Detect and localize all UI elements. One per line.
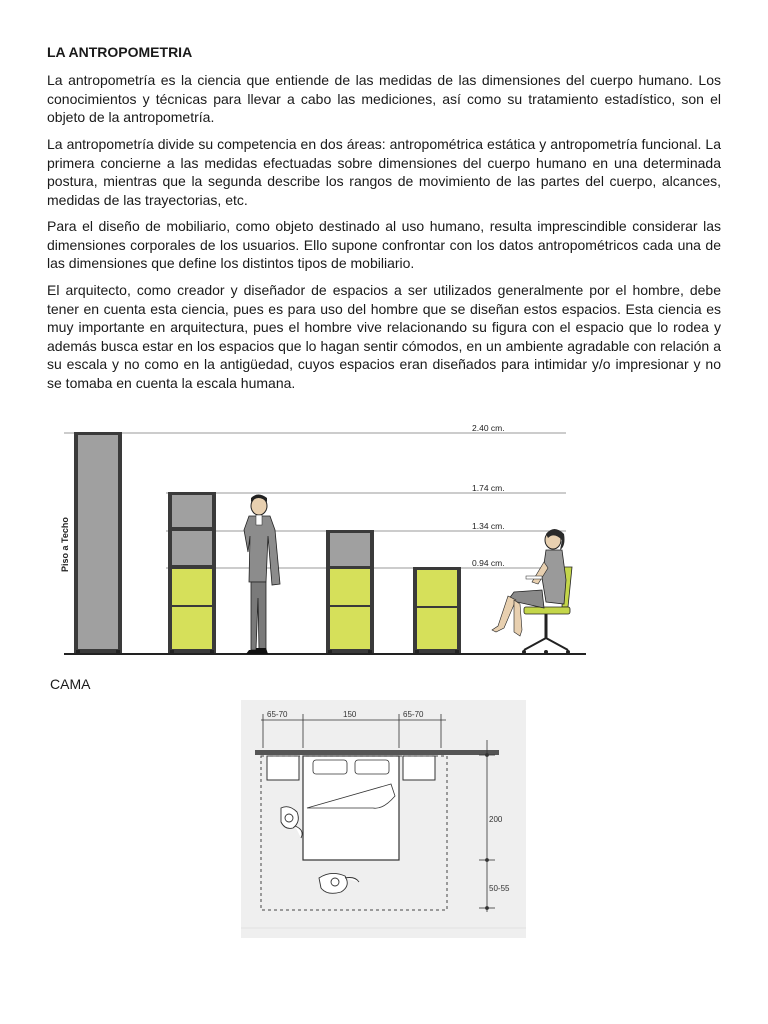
section-label-cama: CAMA	[50, 676, 91, 692]
paragraph-3: Para el diseño de mobiliario, como objeto destinado al uso humano, resulta imprescindible considerar las dimensiones corporales de los usuarios. Ello supone confrontar con los datos antropométricos cada una de las dimensiones que define los distintos tipos de mobiliario.	[47, 218, 721, 271]
dim-65-70-left: 65-70	[267, 710, 288, 719]
furniture-height-figure	[46, 412, 594, 660]
cabinet-174	[168, 492, 216, 654]
paragraph-1: La antropometría es la ciencia que entiende de las medidas de las dimensiones del cuerpo humano. Los conocimientos y técnicas para llevar a cabo las mediciones, así como su tratamiento estadístico, son el objeto de la antropometría.	[47, 72, 721, 125]
cabinet-134	[326, 530, 374, 654]
standing-man-figure	[244, 495, 280, 655]
dim-150: 150	[343, 710, 357, 719]
dim-50-55: 50-55	[489, 884, 510, 893]
nightstand-left	[267, 756, 299, 780]
nightstand-right	[403, 756, 435, 780]
bed	[303, 756, 399, 860]
vertical-axis-label: Piso a Techo	[60, 517, 70, 572]
document-title: LA ANTROPOMETRIA	[47, 44, 193, 60]
dim-200: 200	[489, 815, 503, 824]
bed-plan-figure	[241, 700, 526, 938]
tall-cabinet	[74, 432, 122, 654]
height-label-094: 0.94 cm.	[472, 558, 505, 568]
cabinet-094	[413, 567, 461, 654]
paragraph-4: El arquitecto, como creador y diseñador de espacios a ser utilizados generalmente por el hombre, debe tener en cuenta esta ciencia, pues es para uso del hombre que se diseñan estos espacios. Esta ciencia es muy importante en arquitectura, pues el hombre vive relacionando su figura con el espacio que lo rodea y además busca estar en los espacios que lo hagan sentir cómodos, en un ambiente agradable con relación a su escala y no como en la antigüedad, cuyos espacios eran diseñados para intimidar y/o impresionar y no se tomaba en cuenta la escala humana.	[47, 282, 721, 391]
dim-65-70-right: 65-70	[403, 710, 424, 719]
wall	[255, 750, 499, 755]
height-label-134: 1.34 cm.	[472, 521, 505, 531]
seated-woman-figure	[492, 529, 572, 654]
paragraph-2: La antropometría divide su competencia en dos áreas: antropométrica estática y antropometría funcional. La primera concierne a las medidas efectuadas sobre dimensiones del cuerpo humano en una determinada postura, mientras que la segunda describe los rangos de movimiento de las partes del cuerpo, alcances, medidas de las trayectorias, etc.	[47, 136, 721, 208]
height-label-174: 1.74 cm.	[472, 483, 505, 493]
height-label-240: 2.40 cm.	[472, 423, 505, 433]
